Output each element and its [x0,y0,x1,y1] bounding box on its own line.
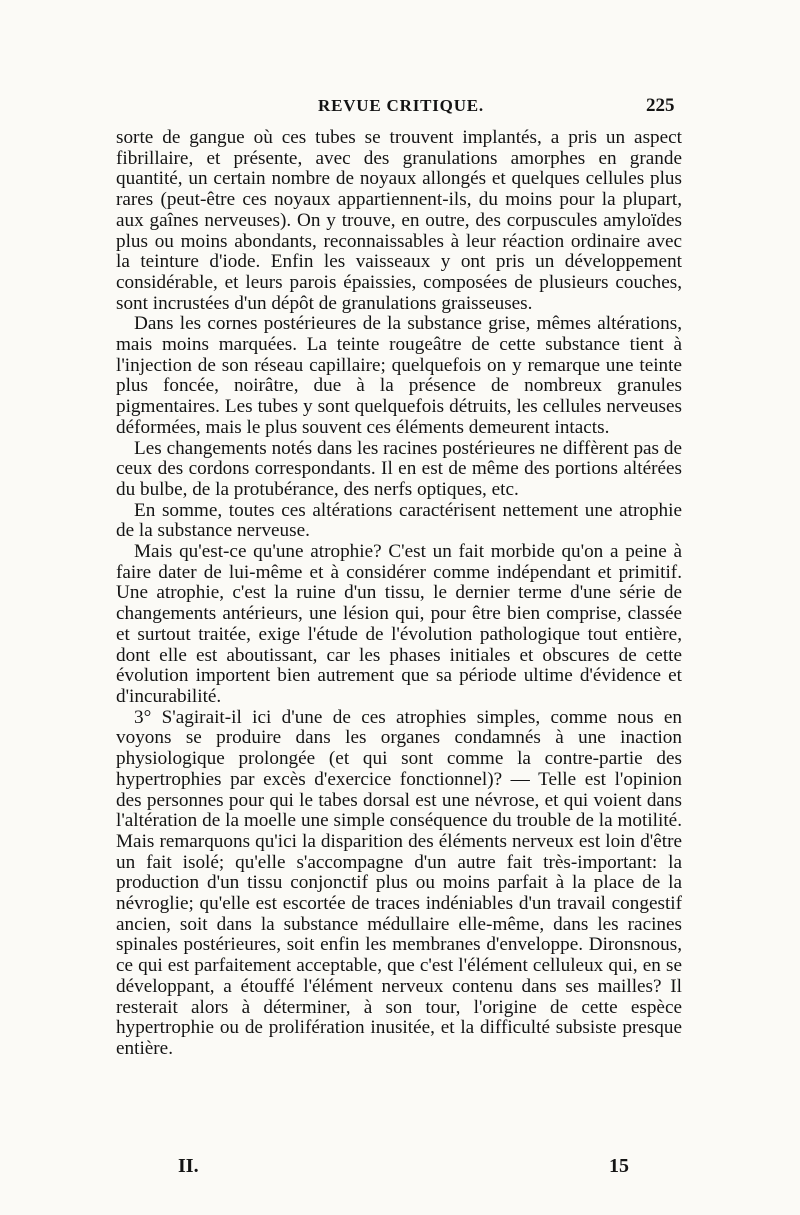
paragraph-6: 3° S'agirait-il ici d'une de ces atrophies simples, comme nous en voyons se produire dans les organes condamnés à une inaction physiologique prolongée (et qui sont comme la contre-partie des hypertrophies par excès d'exercice fonctionnel)? — Telle est l'opinion des personnes pour qui le tabes dorsal est une névrose, et qui voient dans l'altération de la moelle une simple conséquence du trouble de la motilité. Mais remarquons qu'ici la disparition des éléments nerveux est loin d'être un fait isolé; qu'elle s'accompagne d'un autre fait très-important: la production d'un tissu conjonctif plus ou moins parfait à la place de la névroglie; qu'elle est escortée de traces indéniables d'un travail congestif ancien, soit dans la substance médullaire elle-même, dans les racines spinales postérieures, soit enfin les membranes d'enveloppe. Dironsnous, ce qui est parfaitement acceptable, que c'est l'élément celluleux qui, en se développant, a étouffé l'élément nerveux contenu dans ses mailles? Il resterait alors à déterminer, à son tour, l'origine de cette espèce hypertrophie ou de prolifération inusitée, et la difficulté subsiste presque entière. [116,706,682,1059]
page-number: 225 [646,95,675,116]
body-text [116,128,682,1138]
paragraph-2: Dans les cornes postérieures de la substance grise, mêmes altérations, mais moins marquées. La teinte rougeâtre de cette substance tient à l'injection de son réseau capillaire; quelquefois on y remarque une teinte plus foncée, noirâtre, due à la présence de nombreux granules pigmentaires. Les tubes y sont quelquefois détruits, les cellules nerveuses déformées, mais le plus souvent ces éléments demeurent intacts. [116,313,682,438]
running-header: REVUE CRITIQUE. [318,96,484,115]
paragraph-1: sorte de gangue où ces tubes se trouvent implantés, a pris un aspect fibrillaire, et présente, avec des granulations amorphes en grande quantité, un certain nombre de noyaux allongés et quelques cellules plus rares (peut-être ces noyaux appartiennent-ils, du moins pour la plupart, aux gaînes nerveuses). On y trouve, en outre, des corpuscules amyloïdes plus ou moins abondants, reconnaissables à leur réaction ordinaire avec la teinture d'iode. Enfin les vaisseaux y ont pris un développement considérable, et leurs parois épaissies, composées de plusieurs couches, sont incrustées d'un dépôt de granulations graisseuses. [116,128,682,314]
volume-mark: II. [178,1155,199,1177]
signature-number: 15 [609,1155,629,1177]
paragraph-3: Les changements notés dans les racines postérieures ne diffèrent pas de ceux des cordons correspondants. Il en est de même des portions altérées du bulbe, de la protubérance, des nerfs optiques, etc. [116,437,682,500]
page-footer [0,1155,800,1181]
paragraph-4: En somme, toutes ces altérations caractérisent nettement une atrophie de la substance nerveuse. [116,499,682,542]
paragraph-5: Mais qu'est-ce qu'une atrophie? C'est un fait morbide qu'on a peine à faire dater de lui-même et à considérer comme indépendant et primitif. Une atrophie, c'est la ruine d'un tissu, le dernier terme d'une série de changements antérieurs, une lésion qui, pour être bien comprise, classée et surtout traitée, exige l'étude de l'évolution pathologique tout entière, dont elle est aboutissant, car les phases initiales et obscures de cette évolution importent bien autrement que sa période ultime d'évidence et d'incurabilité. [116,541,682,707]
page-header [0,96,800,126]
